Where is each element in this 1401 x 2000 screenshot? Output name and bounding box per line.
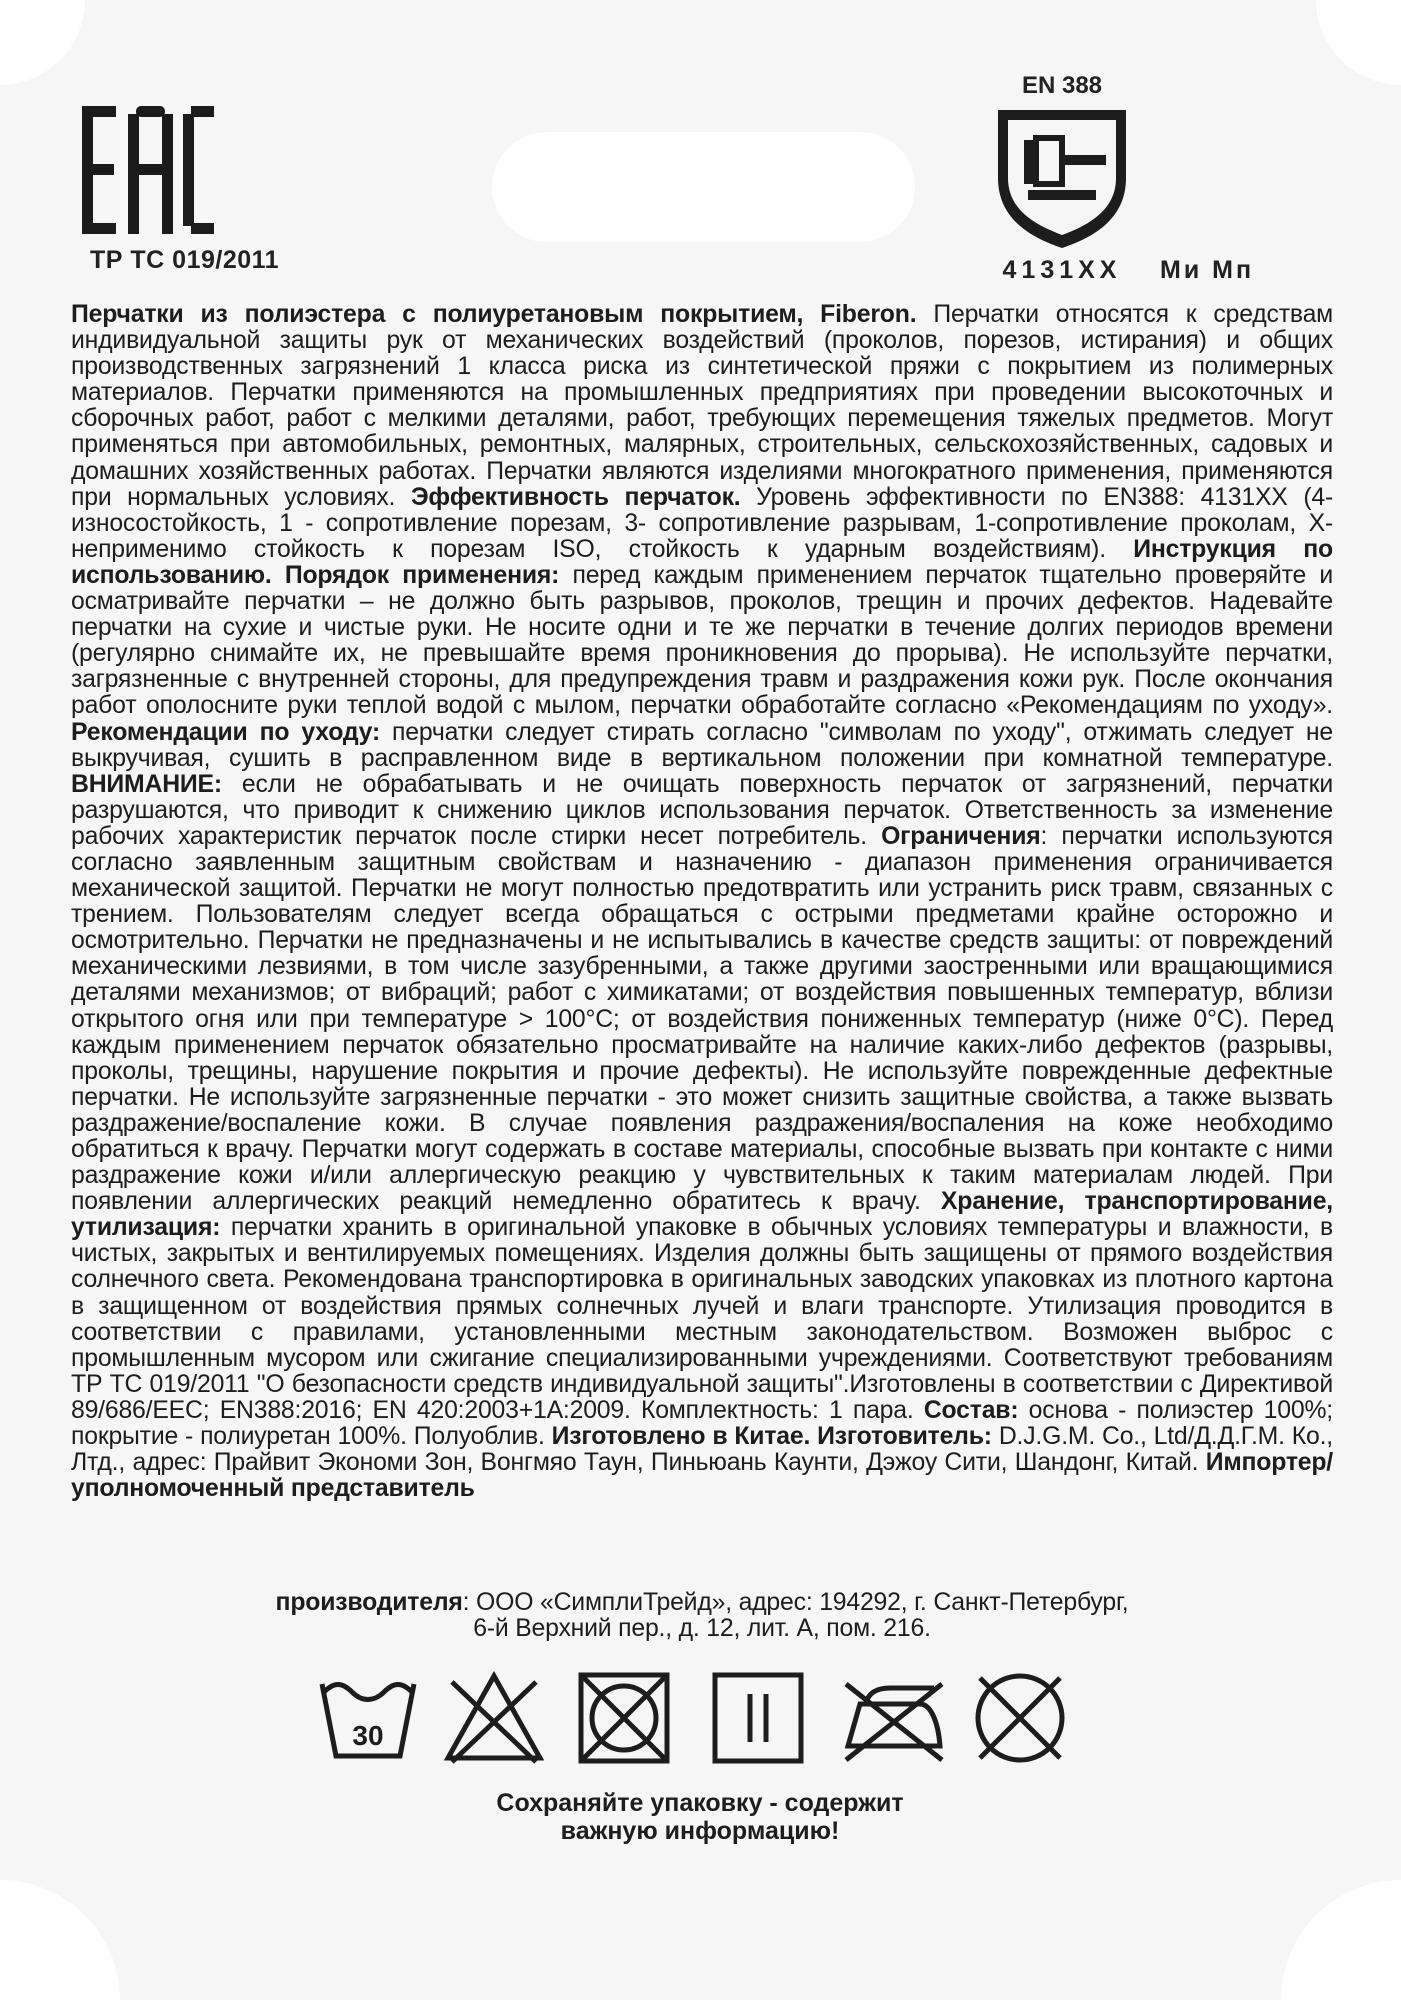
section-heading-importer: Импортер/уполномоченный представитель	[71, 1449, 1333, 1503]
section-heading-manufacturer: Изготовлено в Китае. Изготовитель:	[551, 1423, 992, 1451]
product-description: Перчатки относятся к средствам индивидуальной защиты рук от механических воздействий (проколов, порезов, истирания) и общих производственных загрязнений 1 класса риска из синтетической пряжи с покрытием из полимерных материалов. Перчатки применяются на промышленных предприятиях при проведении высокоточных и сборочных работ, работ с мелкими деталями, работ, требующих перемещения тяжелых предметов. Могут применяться при автомобильных, ремонтных, малярных, строительных, сельскохозяйственных, садовых и домашних хозяйственных работах. Перчатки являются изделиями многократного применения, применяются при нормальных условиях.	[71, 301, 1334, 511]
risk-class-mark: Ми Мп	[1160, 256, 1255, 284]
section-heading-storage: Хранение, транспортирование, утилизация:	[71, 1188, 1333, 1242]
storage-text: перчатки хранить в оригинальной упаковке в обычных условиях температуры и влажности, в чистых, закрытых и вентилируемых помещениях. Изделия должны быть защищены от прямого воздействия солнечного света. Рекомендована транспортировка в оригинальных заводских упаковках из плотного картона в защищенном от воздействия прямых солнечных лучей и влаги транспорте. Утилизация проводится в соответствии с правилами, установленными местным законодательством. Возможен выброс с промышленным мусором или сжигание специализированными учреждениями. Соответствуют требованиям ТР ТС 019/2011 "О безопасности средств индивидуальной защиты".Изготовлены в соответствии с Директивой 89/686/ЕЕС; EN388:2016; EN 420:2003+1A:2009. Комплектность: 1 пара.	[71, 1214, 1333, 1424]
die-cut-corner	[1281, 1880, 1401, 2000]
care-symbols-row	[318, 1670, 1088, 1780]
importer-address-line-1: : ООО «СимплиТрейд», адрес: 194292, г. Санкт-Петербург,	[462, 1589, 1129, 1616]
limitations-text: : перчатки используются согласно заявленным защитным свойствам и назначению - диапазон применения ограничивается механической защитой. Перчатки не могут полностью предотвратить или устранить риск травм, связанных с трением. Пользователям следует всегда обращаться с острыми предметами крайне осторожно и осмотрительно. Перчатки не предназначены и не испытывались в качестве средств защиты: от повреждений механическими лезвиями, в том числе зазубренными, а также другими заостренными или вращающимися деталями механизмов; от вибраций; работ с химикатами; от воздействия повышенных температур, вблизи открытого огня или при температуре > 100°С; от воздействия пониженных температур (ниже 0°С). Перед каждым применением перчаток обязательно просматривайте на наличие каких-либо дефектов (разрывы, проколы, трещины, нарушение покрытия и прочие дефекты). Не используйте поврежденные дефектные перчатки. Не используйте загрязненные перчатки - это может снизить защитные свойства, а также вызвать раздражение/воспаление кожи. В случае появления раздражения/воспаления на коже необходимо обратиться к врачу. Перчатки могут содержать в составе материалы, способные вызвать при контакте с ними раздражение кожи и/или аллергическую реакцию у чувствительных к таким материалам людей. При появлении аллергических реакций немедленно обратитесь к врачу.	[71, 822, 1334, 1216]
section-heading-composition: Состав:	[923, 1396, 1019, 1424]
keep-packaging-line-1: Сохраняйте упаковку - содержит	[496, 1789, 904, 1817]
product-title: Перчатки из полиэстера с полиуретановым покрытием, Fiberon.	[71, 301, 917, 328]
no-iron-icon	[838, 1670, 950, 1766]
no-dry-clean-icon	[968, 1670, 1072, 1766]
en388-title: EN 388	[1021, 72, 1103, 99]
eac-regulation-label: ТР ТС 019/2011	[90, 246, 280, 274]
importer-block	[71, 1590, 1333, 1642]
warning-text: если не обрабатывать и не очищать поверхность перчаток от загрязнений, перчатки разрушаются, что приводит к снижению циклов использования перчаток. Ответственность за изменение рабочих характеристик перчаток после стирки несет потребитель.	[71, 770, 1333, 850]
efficiency-text: Уровень эффективности по EN388: 4131XX (4-износостойкость, 1 - сопротивление порезам, 3- сопротивление разрывам, 1-сопротивление проколам, X-неприменимо стойкость к порезам ISO, стойкость к ударным воздействиям).	[71, 483, 1334, 563]
composition-text: основа - полиэстер 100%; покрытие - полиуретан 100%. Полуоблив.	[71, 1396, 1333, 1451]
section-heading-efficiency: Эффективность перчаток.	[410, 483, 741, 511]
die-cut-corner	[0, 0, 85, 85]
section-heading-care: Рекомендации по уходу:	[71, 718, 381, 746]
importer-heading: производителя	[275, 1589, 463, 1616]
manufacturer-text: D.J.G.M. Co., Ltd/Д.Д.Г.М. Ко., Лтд., адрес: Прайвит Экономи Зон, Вонгмяо Таун, Пиньюань Каунти, Дэжоу Сити, Шандонг, Китай.	[71, 1423, 1333, 1477]
keep-packaging-line-2: важную информацию!	[560, 1817, 840, 1845]
section-heading-warning: ВНИМАНИЕ:	[71, 770, 222, 798]
wash-30-icon	[318, 1670, 418, 1762]
instructions-text	[71, 302, 1333, 1502]
en388-shield-hammer-icon	[994, 106, 1130, 251]
die-cut-corner	[0, 1880, 120, 2000]
no-bleach-icon	[442, 1670, 546, 1766]
en388-block	[990, 72, 1280, 292]
usage-text: перед каждым применением перчаток тщательно проверяйте и осматривайте перчатки – не должно быть разрывов, проколов, трещин и прочих дефектов. Надевайте перчатки на сухие и чистые руки. Не носите одни и те же перчатки в течение долгих периодов времени (регулярно снимайте их, не превышайте время проникновения до прорыва). Не используйте перчатки, загрязненные с внутренней стороны, для предупреждения травм и раздражения кожи рук. После окончания работ ополосните руки теплой водой с мылом, перчатки обработайте согласно «Рекомендациям по уходу».	[71, 561, 1333, 720]
section-heading-limitations: Ограничения	[881, 822, 1041, 850]
section-heading-usage: Инструкция по использованию. Порядок применения:	[71, 535, 1333, 589]
die-cut-corner	[1316, 0, 1401, 85]
wash-temperature-label: 30	[352, 1720, 384, 1751]
en388-performance-code: 4131XX	[1002, 256, 1122, 284]
keep-packaging-note	[300, 1789, 1100, 1845]
care-text: перчатки следует стирать согласно "символам по уходу", отжимать следует не выкручивая, сушить в расправленном виде в вертикальном положении при комнатной температуре.	[71, 718, 1333, 772]
importer-address-line-2: 6-й Верхний пер., д. 12, лит. А, пом. 216.	[473, 1615, 931, 1643]
eac-logo-icon	[82, 106, 214, 234]
hang-hole	[492, 132, 915, 242]
no-tumble-dry-icon	[576, 1670, 672, 1766]
line-dry-icon	[710, 1670, 806, 1766]
